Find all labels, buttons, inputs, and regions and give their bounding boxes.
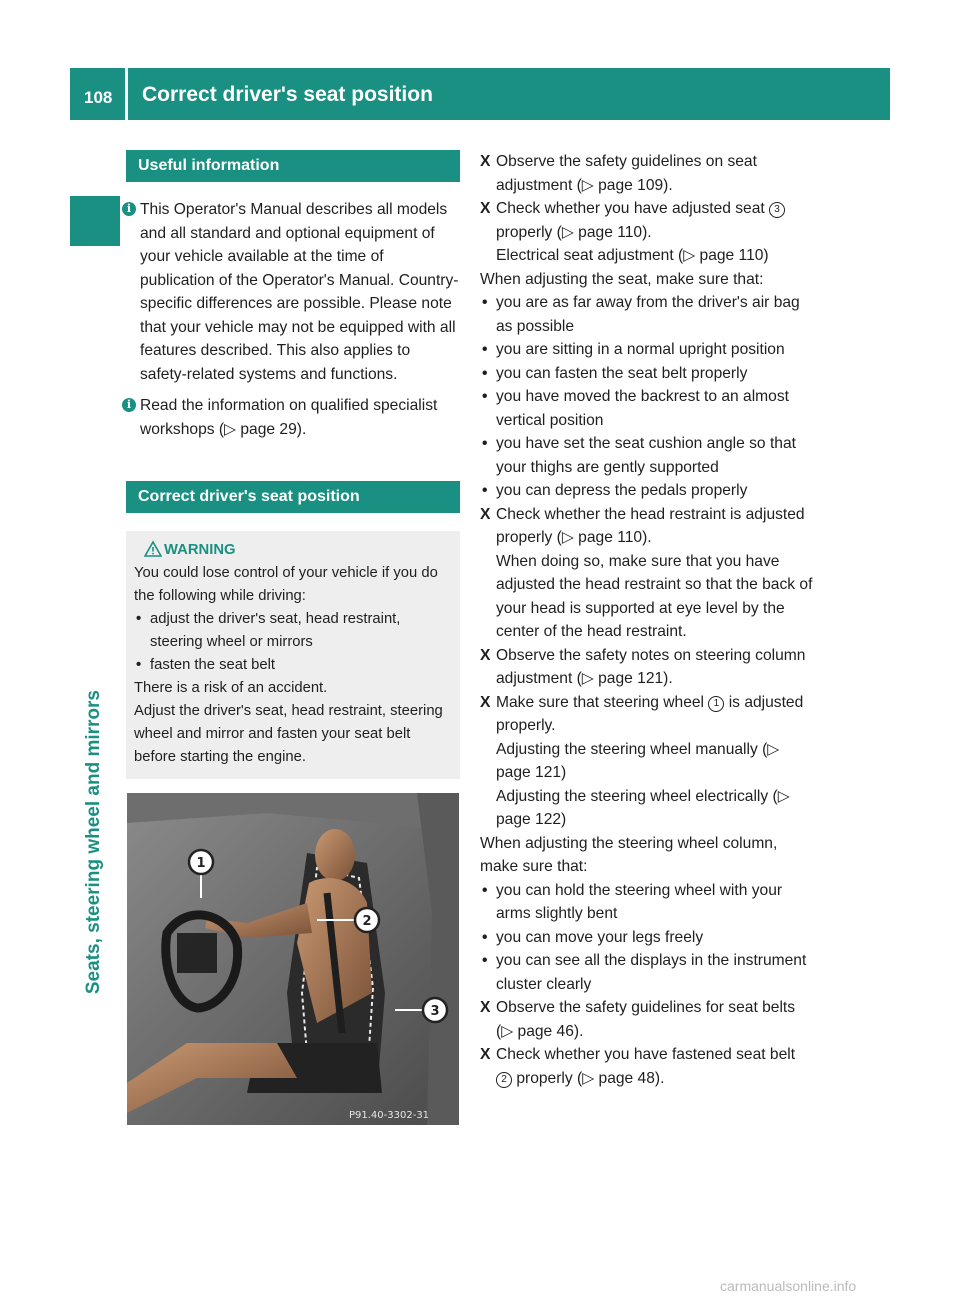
list-item-text: you can depress the pedals properly [496,482,748,499]
callout-icon: 1 [708,696,724,712]
step-subtext: When doing so, make sure that you have adjusted the head restraint so that the back of your head is supported at eye level by the center of the head restraint. [496,552,813,640]
step-text: Check whether the head restraint is adjusted properly (▷ page 110). [496,505,805,546]
warning-bullet-text: adjust the driver's seat, head restraint, steering wheel or mirrors [150,611,401,650]
list-item: • you have moved the backrest to an almost vertical position [482,388,789,429]
list-item-text: you can hold the steering wheel with your arms slightly bent [496,881,783,922]
useful-info-heading: Useful information [126,150,460,182]
step-text: properly (▷ page 110). [496,223,652,241]
list-item: • you are sitting in a normal upright position [482,341,785,358]
list-item: • you can move your legs freely [482,928,704,946]
step: X Check whether you have fastened seat belt 2 properly (▷ page 48). [480,1046,796,1087]
list-item: • you can hold the steering wheel with your arms slightly bent [482,881,783,922]
warning-heading [134,539,450,562]
chapter-label: Seats, steering wheel and mirrors [83,690,104,995]
step-text: Make sure that steering wheel [496,693,705,711]
page-title: Correct driver's seat position [142,83,433,106]
watermark: carmanualsonline.info [720,1278,857,1294]
warning-bullet-text: fasten the seat belt [150,657,276,673]
step-text: Observe the safety notes on steering column adjustment (▷ page 121). [496,646,806,687]
list-item-text: you can see all the displays in the instrument cluster clearly [496,952,807,993]
warning-box [126,531,460,779]
step: X Observe the safety guidelines on seat adjustment (▷ page 109). [480,153,757,194]
step-text: Observe the safety guidelines on seat adjustment (▷ page 109). [496,153,757,194]
left-column [116,150,460,779]
svg-text:1: 1 [196,856,206,871]
list-item-text: you have set the seat cushion angle so that your thighs are gently supported [496,435,796,476]
step-text: Check whether you have fastened seat belt [496,1046,796,1063]
list-item-text: you are as far away from the driver's air bag as possible [496,294,800,335]
callout-icon: 2 [496,1072,512,1088]
page-header [70,68,890,120]
svg-text:3: 3 [430,1004,440,1019]
list-item: • you have set the seat cushion angle so that your thighs are gently supported [482,435,796,476]
warning-intro: You could lose control of your vehicle if you do the following while driving: [134,565,438,604]
step: X Make sure that steering wheel 1 is adjusted properly. [480,693,804,734]
page-number: 108 [84,88,113,107]
step-text: is adjusted properly. [496,693,804,734]
info-note-2 [116,394,460,441]
chapter-tab [70,196,120,246]
info-note-2-text: Read the information on qualified specialist workshops (▷ page 29). [140,397,438,438]
step-text: properly (▷ page 48). [516,1069,665,1087]
info-icon: i [122,202,136,216]
figure-code: P91.40-3302-31 [349,1110,430,1121]
step-subtext: Adjusting the steering wheel manually (▷ page 121) [496,740,780,781]
warning-triangle-icon [144,540,162,558]
info-note-1 [116,198,460,386]
svg-text:2: 2 [362,914,372,929]
step-text: Observe the safety guidelines for seat belts (▷ page 46). [496,999,796,1040]
paragraph: When adjusting the steering wheel column, make sure that: [480,834,778,875]
step: X Observe the safety notes on steering column adjustment (▷ page 121). [480,646,806,687]
step: X Check whether the head restraint is adjusted properly (▷ page 110). [480,505,805,546]
list-item-text: you are sitting in a normal upright position [496,341,785,358]
paragraph: When adjusting the seat, make sure that: [480,270,764,288]
warning-risk: There is a risk of an accident. [134,680,328,696]
info-note-1-text: This Operator's Manual describes all models and all standard and optional equipment of your vehicle available at the time of publication of the Operator's Manual. Country-specific differences are possible. Please note that your vehicle may not be equipped with all features described. This also applies to safety-related systems and functions. [140,201,459,383]
warning-advice: Adjust the driver's seat, head restraint, steering wheel and mirror and fasten your seat belt before starting the engine. [134,703,443,765]
list-item-text: you have moved the backrest to an almost vertical position [496,388,789,429]
warning-bullet: • fasten the seat belt [136,657,276,673]
list-item: • you can fasten the seat belt properly [482,364,748,382]
list-item: • you can depress the pedals properly [482,482,748,499]
step-subtext: Adjusting the steering wheel electrically (▷ page 122) [496,787,790,828]
section-heading: Correct driver's seat position [126,481,460,513]
warning-bullet: • adjust the driver's seat, head restraint, steering wheel or mirrors [136,611,401,650]
header-divider [125,68,128,120]
right-column [480,150,814,1090]
callout-icon: 3 [769,202,785,218]
list-item: • you are as far away from the driver's air bag as possible [482,294,800,335]
list-item-text: you can fasten the seat belt properly [496,364,748,382]
warning-label: WARNING [164,542,236,558]
list-item: • you can see all the displays in the instrument cluster clearly [482,952,807,993]
step: X Check whether you have adjusted seat 3 properly (▷ page 110). [480,197,814,244]
list-item-text: you can move your legs freely [496,928,704,946]
step: X Observe the safety guidelines for seat belts (▷ page 46). [480,999,796,1040]
info-icon: i [122,398,136,412]
step-text: Check whether you have adjusted seat [496,200,765,217]
seat-position-figure [127,793,459,1125]
step-subtext: Electrical seat adjustment (▷ page 110) [496,247,769,264]
